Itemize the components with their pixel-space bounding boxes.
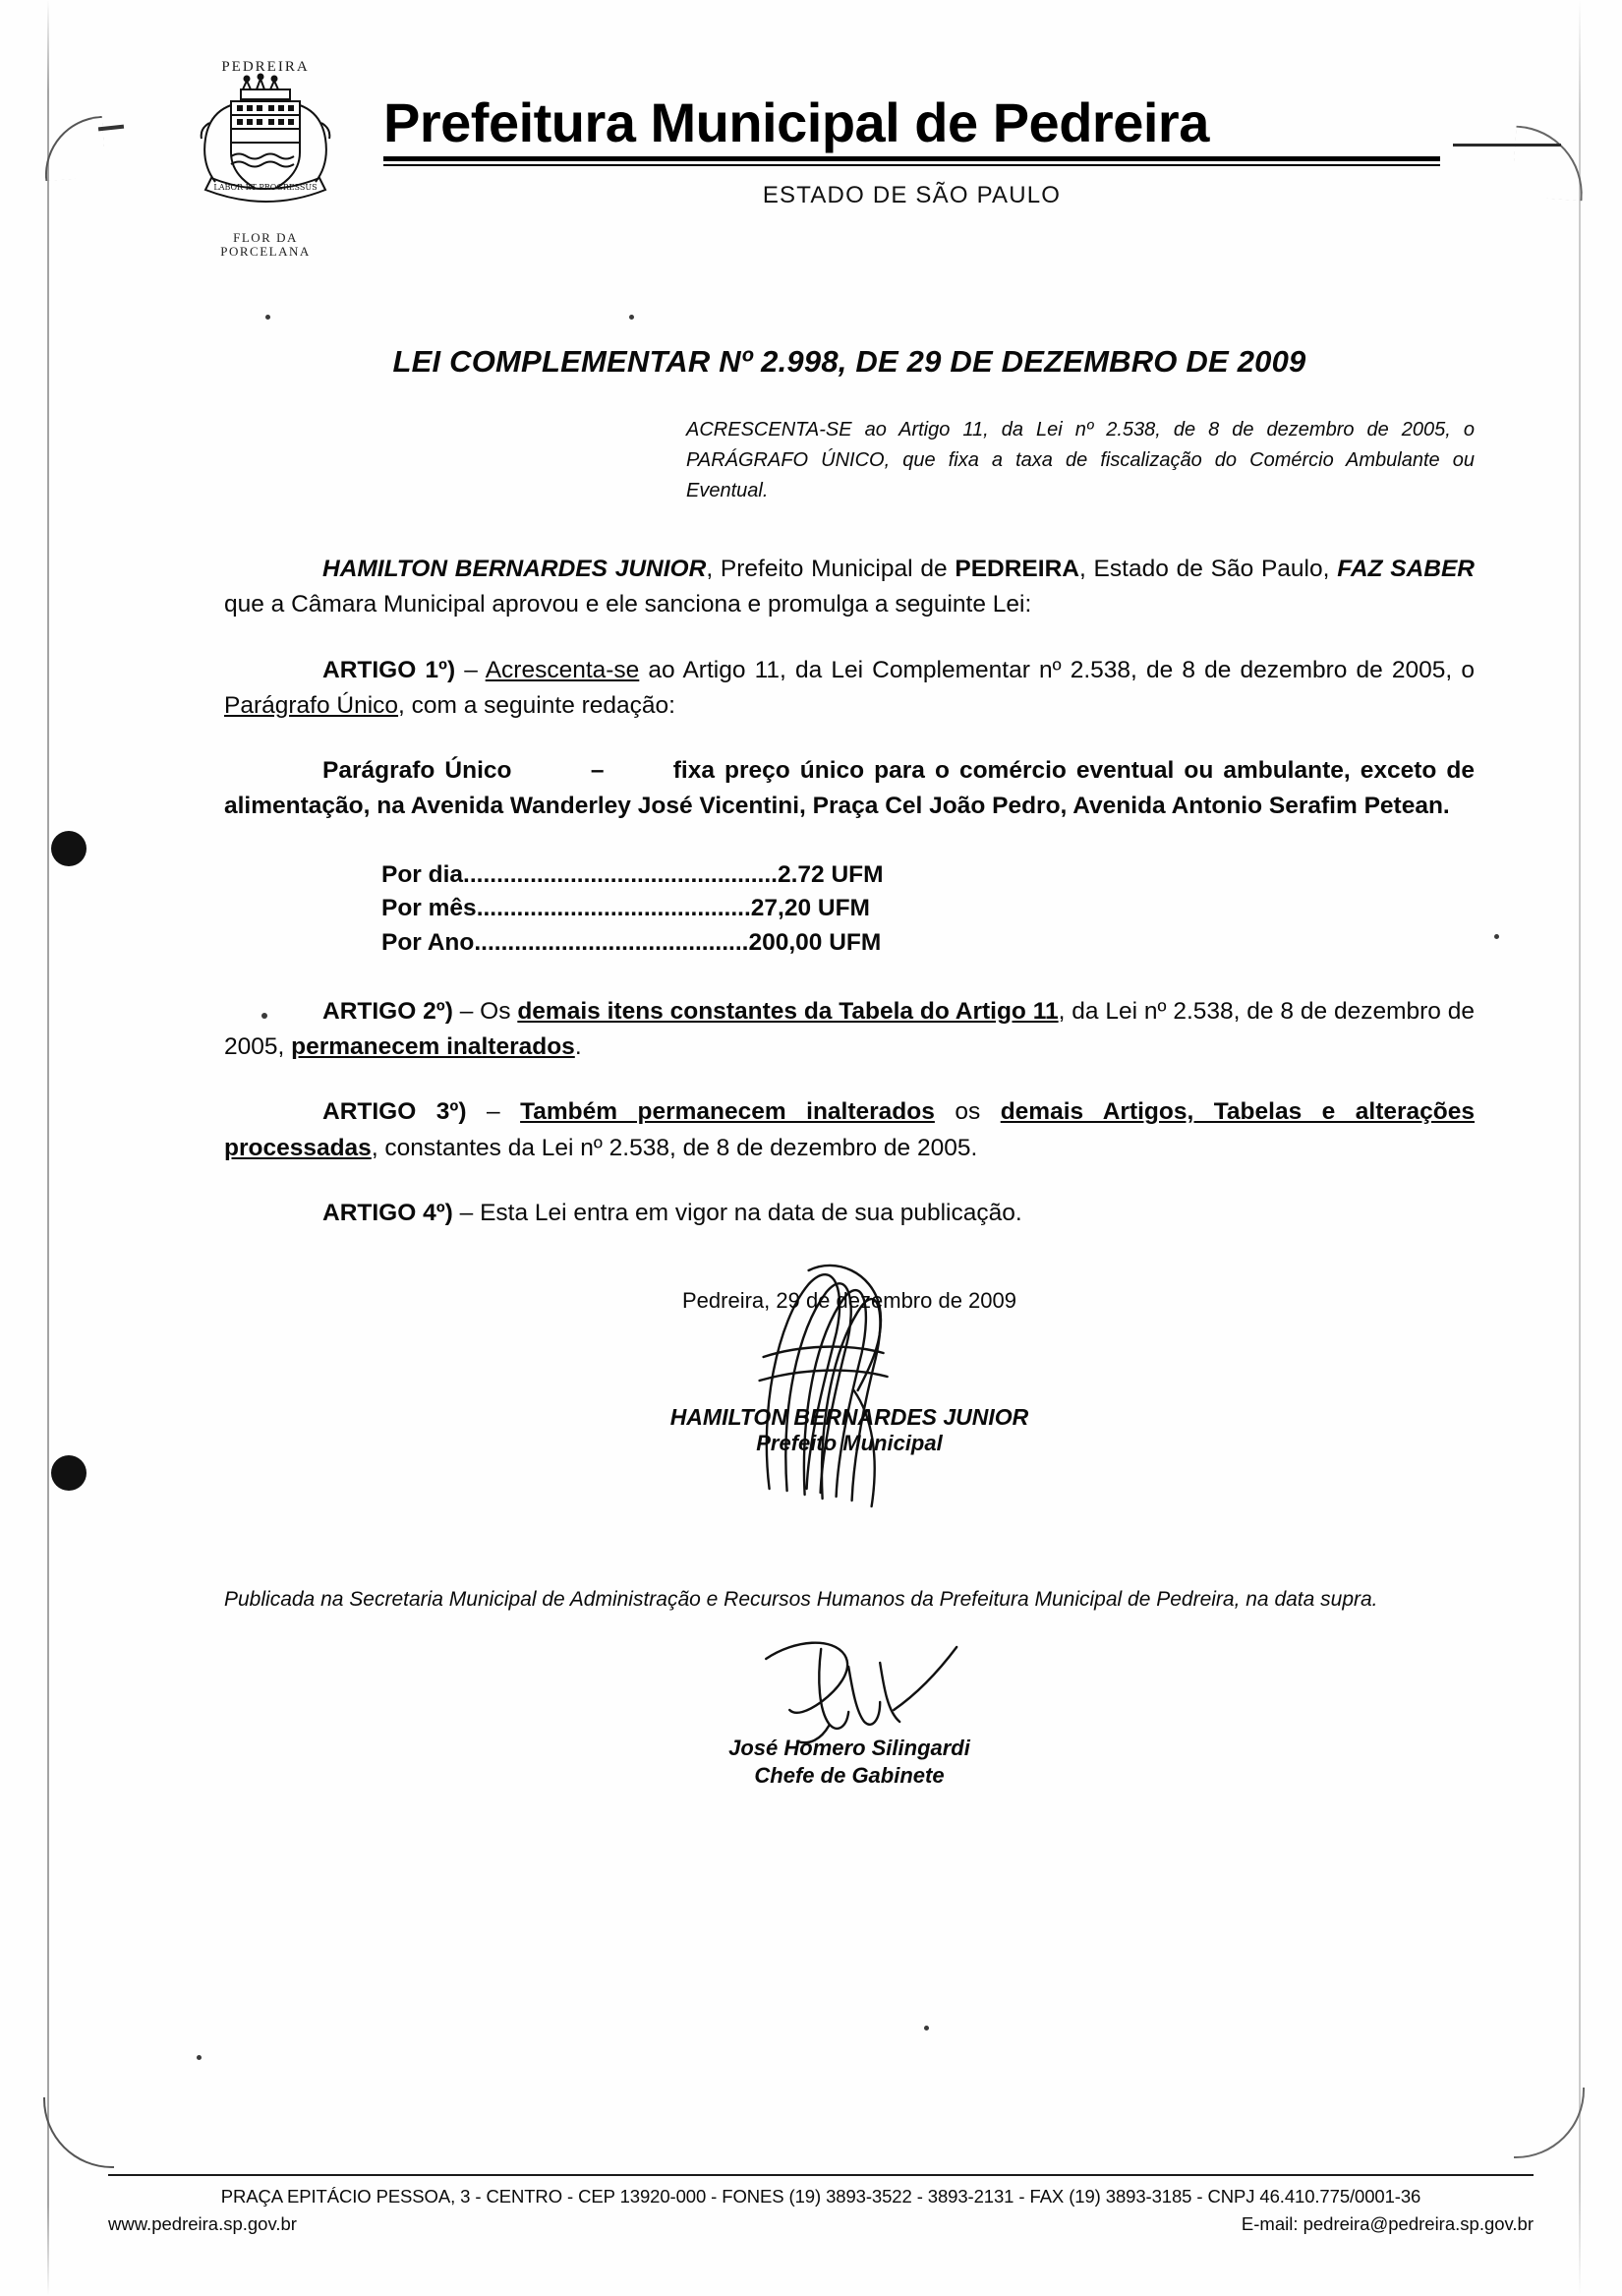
fee-label: Por Ano xyxy=(381,929,475,957)
article-3-label: ARTIGO 3º) xyxy=(322,1098,467,1126)
article-1-dash: – xyxy=(455,656,486,683)
article-3-underlined-lead: Também permanecem inalterados xyxy=(520,1098,935,1126)
publication-note xyxy=(224,1584,1475,1616)
fee-row xyxy=(381,892,1475,926)
paragrafo-unico-dash: – xyxy=(590,757,605,784)
fee-dots: ......................................... xyxy=(476,895,751,922)
fee-row xyxy=(381,858,1475,893)
preamble-mayor-name: HAMILTON BERNARDES JUNIOR xyxy=(322,556,707,582)
article-1-underlined-mid: Parágrafo Único xyxy=(224,691,399,719)
article-1-label: ARTIGO 1º) xyxy=(322,656,456,683)
scan-edge-right xyxy=(1579,0,1581,2296)
article-3-paragraph xyxy=(224,1094,1475,1166)
crest-artwork xyxy=(192,72,339,229)
title-rule-thick xyxy=(383,156,1440,161)
scan-speck xyxy=(197,2055,202,2060)
article-3-underlined-mid: demais Artigos, Tabelas e alterações processadas xyxy=(224,1098,1476,1161)
svg-text:LABOR ET PROGRESSUS: LABOR ET PROGRESSUS xyxy=(213,183,318,192)
signatory-role: Chefe de Gabinete xyxy=(754,1762,945,1788)
punch-hole xyxy=(51,831,87,866)
signature-block-chief-of-staff xyxy=(224,1659,1475,1806)
header-subtitle: ESTADO DE SÃO PAULO xyxy=(762,181,1062,208)
article-2-text-c: . xyxy=(574,1033,582,1061)
footer-email[interactable]: E-mail: pedreira@pedreira.sp.gov.br xyxy=(1241,2213,1534,2234)
scan-edge-left xyxy=(47,0,49,2296)
preamble-text-1: , Prefeito Municipal de xyxy=(706,556,956,582)
article-2-label: ARTIGO 2º) xyxy=(322,997,453,1025)
footer-website[interactable]: www.pedreira.sp.gov.br xyxy=(108,2213,297,2234)
page-corner-bottom-right xyxy=(1514,2088,1585,2158)
city-coat-of-arms xyxy=(172,59,359,258)
preamble-city: PEDREIRA xyxy=(955,556,1079,582)
article-4-paragraph xyxy=(224,1196,1475,1231)
punch-hole xyxy=(51,1455,87,1491)
article-4-label: ARTIGO 4º) xyxy=(322,1199,453,1226)
document-header xyxy=(0,45,1622,271)
article-4-text-a: Esta Lei entra em vigor na data de sua publicação. xyxy=(480,1199,1022,1226)
article-2-text-a: Os xyxy=(480,997,518,1025)
signatory-role: Prefeito Municipal xyxy=(756,1431,943,1456)
fee-table xyxy=(381,858,1475,961)
paragrafo-unico-text: fixa preço único para o comércio eventual ou ambulante, exceto de alimentação, na Avenida Wanderley José Vicentini, Praça Cel João Pedro, Avenida Antonio Serafim Petean. xyxy=(224,757,1475,820)
article-4-dash: – xyxy=(452,1199,481,1226)
article-3-text-a: os xyxy=(934,1098,1001,1126)
article-2-underlined-mid: permanecem inalterados xyxy=(291,1033,575,1061)
crest-top-label: PEDREIRA xyxy=(221,59,310,75)
article-2-text-b: , da Lei nº 2.538, de 8 de dezembro de 2005, xyxy=(224,997,1475,1061)
scan-speck xyxy=(924,2026,929,2031)
footer-rule xyxy=(108,2174,1534,2176)
law-title: LEI COMPLEMENTAR Nº 2.998, DE 29 DE DEZEMBRO DE 2009 xyxy=(392,344,1306,379)
page-corner-bottom-left xyxy=(43,2097,114,2168)
article-2-underlined-lead: demais itens constantes da Tabela do Artigo 11 xyxy=(517,997,1059,1025)
fee-label: Por dia xyxy=(381,860,464,888)
publication-note-text: Publicada na Secretaria Municipal de Administração e Recursos Humanos da Prefeitura Municipal de Pedreira, na data supra. xyxy=(224,1588,1378,1612)
signatory-name: HAMILTON BERNARDES JUNIOR xyxy=(669,1404,1029,1431)
fee-dots: ......................................... xyxy=(474,929,749,957)
article-3-dash: – xyxy=(466,1098,521,1126)
article-2-dash: – xyxy=(452,997,481,1025)
document-body xyxy=(224,324,1475,1806)
preamble-text-3: que a Câmara Municipal aprovou e ele sanciona e promulga a seguinte Lei: xyxy=(224,591,1032,618)
fee-row xyxy=(381,926,1475,961)
law-summary-text: ACRESCENTA-SE ao Artigo 11, da Lei nº 2.538, de 8 de dezembro de 2005, o PARÁGRAFO ÚNICO, que fixa a taxa de fiscalização do Comércio Ambulante ou Eventual. xyxy=(686,419,1475,501)
document-footer xyxy=(108,2174,1534,2235)
scan-speck xyxy=(1494,934,1499,939)
header-dash-left xyxy=(98,125,124,132)
fee-value: 27,20 UFM xyxy=(750,895,870,922)
preamble-text-2: , Estado de São Paulo, xyxy=(1078,556,1338,582)
page-title: Prefeitura Municipal de Pedreira xyxy=(383,91,1209,153)
scan-speck xyxy=(629,315,634,320)
paragrafo-unico-label: Parágrafo Único xyxy=(322,757,512,784)
crest-bottom-label: FLOR DA PORCELANA xyxy=(220,230,311,259)
preamble-faz-saber: FAZ SABER xyxy=(1337,556,1476,582)
article-1-text-a: ao Artigo 11, da Lei Complementar nº 2.538, de 8 de dezembro de 2005, o xyxy=(639,656,1475,683)
signature-place-date: Pedreira, 29 de dezembro de 2009 xyxy=(681,1288,1016,1314)
signature-block-mayor xyxy=(224,1288,1475,1456)
signatory-name: José Homero Silingardi xyxy=(728,1735,970,1760)
article-2-paragraph xyxy=(224,994,1475,1066)
header-title-block xyxy=(383,91,1504,209)
handwritten-signature-secondary xyxy=(726,1633,982,1751)
preamble-paragraph xyxy=(224,552,1475,623)
fee-dots: ............................................... xyxy=(463,860,778,888)
article-1-text-b: , com a seguinte redação: xyxy=(398,691,675,719)
article-3-text-b: , constantes da Lei nº 2.538, de 8 de dezembro de 2005. xyxy=(371,1134,978,1161)
paragrafo-unico-paragraph xyxy=(224,753,1475,825)
fee-label: Por mês xyxy=(381,895,477,922)
scan-speck xyxy=(265,315,270,320)
article-1-paragraph xyxy=(224,653,1475,725)
law-summary xyxy=(686,415,1475,506)
footer-address: PRAÇA EPITÁCIO PESSOA, 3 - CENTRO - CEP 13920-000 - FONES (19) 3893-3522 - 3893-2131 - FAX (19) 3893-3185 - CNPJ 46.410.775/0001-36 xyxy=(220,2186,1421,2207)
fee-value: 200,00 UFM xyxy=(748,929,882,957)
article-1-underlined-lead: Acrescenta-se xyxy=(485,656,640,683)
fee-value: 2.72 UFM xyxy=(777,860,884,888)
title-rule-thin xyxy=(383,164,1440,166)
